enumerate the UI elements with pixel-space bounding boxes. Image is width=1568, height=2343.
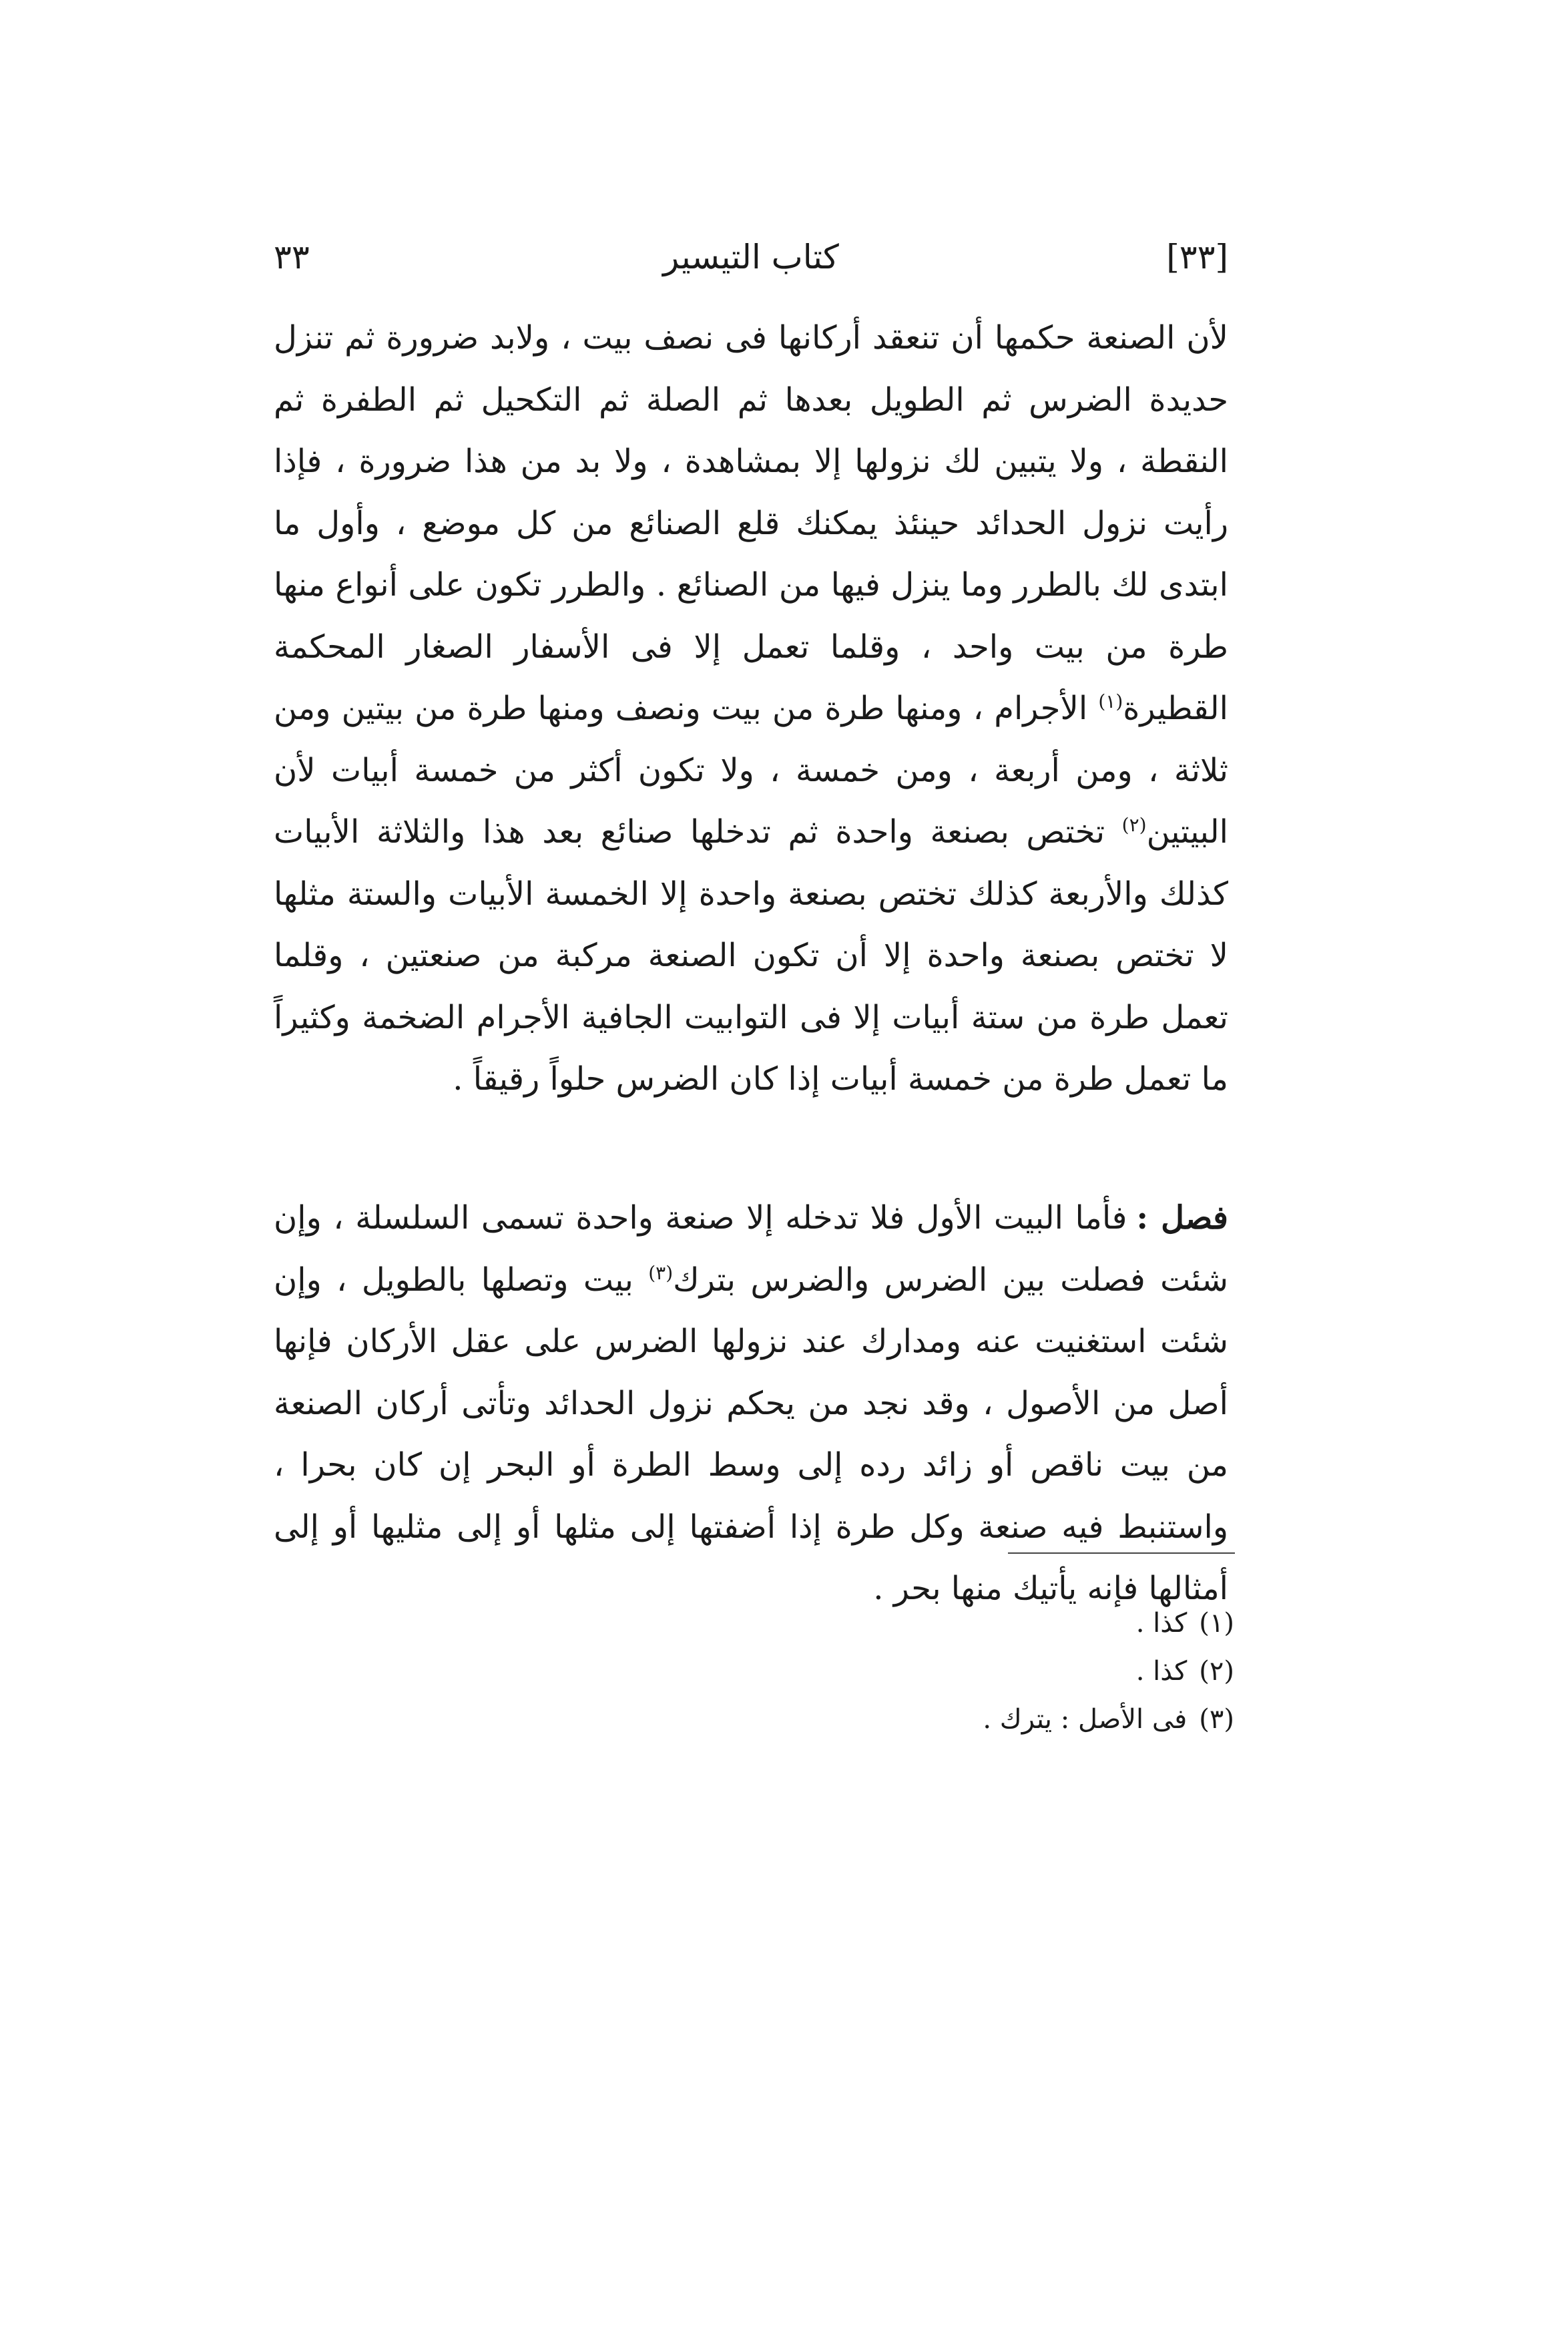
paragraph-1-text: لأن الصنعة حكمها أن تنعقد أركانها فى نصف بيت ، ولابد ضرورة ثم تنزل حديدة الضرس ثم الطويل بعدها ثم الصلة ثم التكحيل ثم الطفرة ثم النقطة ، ولا يتبين لك نزولها إلا بمشاهدة ، ولا بد من هذا ضرورة ، فإذا رأيت نزول الحدائد حينئذ يمكنك قلع الصنائع من كل موضع ، وأول ما ابتدى لك بالطرر وما ينزل فيها من الصنائع . والطرر تكون على أنواع منها طرة من بيت واحد ، وقلما تعمل إلا فى الأسفار الصغار المحكمة القطيرة bbox=[274, 319, 1228, 727]
paragraph-2-text-b: بيت وتصلها بالطويل ، وإن شئت استغنيت عنه ومدارك عند نزولها الضرس على عقل الأركان فإنها أصل من الأصول ، وقد نجد من يحكم نزول الحدائد وتأتى أركان الصنعة من بيت ناقص أو زائد رده إلى وسط الطرة أو البحر إن كان بحرا ، واستنبط فيه صنعة وكل طرة إذا أضفتها إلى مثلها أو إلى مثليها أو إلى أمثالها فإنه يأتيك منها بحر . bbox=[274, 1261, 1229, 1607]
footnote-marker-2: (٢) bbox=[1121, 814, 1147, 836]
running-header bbox=[274, 230, 1228, 284]
paragraph-1-text-c: تختص بصنعة واحدة ثم تدخلها صنائع بعد هذا والثلاثة الأبيات كذلك والأربعة كذلك تختص بصنعة واحدة إلا الخمسة الأبيات والستة مثلها لا تختص بصنعة واحدة إلا أن تكون الصنعة مركبة من صنعتين ، وقلما تعمل طرة من ستة أبيات إلا فى التوابيت الجافية الأجرام الضخمة وكثيراً ما تعمل طرة من خمسة أبيات إذا كان الضرس حلواً رقيقاً . bbox=[274, 813, 1229, 1098]
footnote-text: كذا . bbox=[1135, 1656, 1188, 1687]
footnote-item bbox=[767, 1647, 1234, 1695]
footnote-marker-1: (١) bbox=[1098, 690, 1123, 712]
footnote-number: (١) bbox=[1199, 1608, 1234, 1639]
footnote-marker-3: (٣) bbox=[648, 1261, 674, 1284]
footnote-text: فى الأصل : يترك . bbox=[983, 1704, 1188, 1735]
paragraph-1 bbox=[274, 307, 1228, 1110]
paragraph-2-text: فأما البيت الأول فلا تدخله إلا صنعة واحدة تسمى السلسلة ، وإن شئت فصلت بين الضرس والضرس بترك bbox=[274, 1199, 1229, 1299]
footnotes-list bbox=[767, 1599, 1234, 1743]
book-title: كتاب التيسير bbox=[663, 238, 839, 276]
page-number: ٣٣ bbox=[274, 238, 310, 276]
footnote-divider bbox=[1008, 1552, 1235, 1554]
footnote-text: كذا . bbox=[1135, 1608, 1188, 1639]
section-lead: فصل : bbox=[1136, 1199, 1228, 1237]
footnote-number: (٢) bbox=[1199, 1656, 1234, 1687]
footnote-item bbox=[767, 1599, 1234, 1647]
bracketed-page-number: [٣٣] bbox=[1166, 238, 1228, 276]
paragraph-2 bbox=[274, 1187, 1228, 1620]
paragraph-1-text-b: الأجرام ، ومنها طرة من بيت ونصف ومنها طرة من بيتين ومن ثلاثة ، ومن أربعة ، ومن خمسة ، ولا تكون أكثر من خمسة أبيات لأن البيتين bbox=[274, 690, 1228, 851]
footnote-item bbox=[767, 1695, 1234, 1743]
footnote-number: (٣) bbox=[1199, 1704, 1234, 1735]
